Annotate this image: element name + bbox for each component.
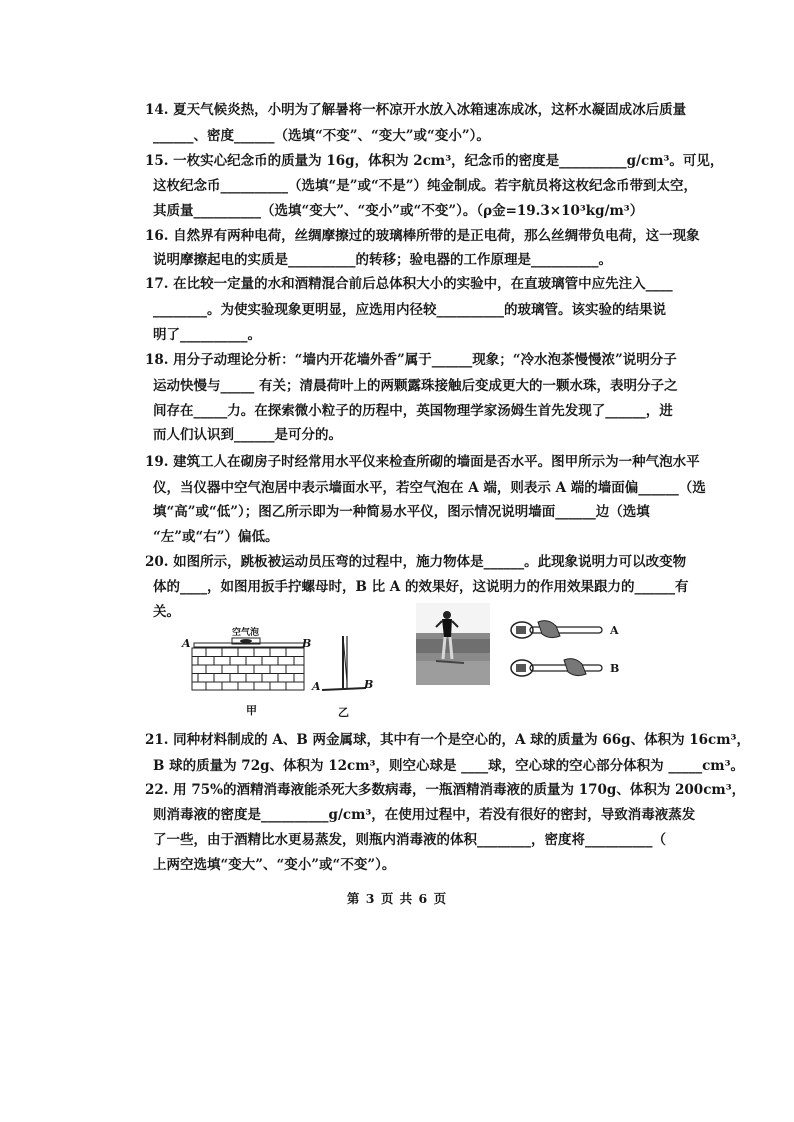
q16-line2: 说明摩擦起电的实质是__________的转移；验电器的工作原理是__________。: [153, 252, 612, 268]
q18-line3: 间存在_____力。在探索微小粒子的历程中，英国物理学家汤姆生首先发现了______，进: [153, 403, 673, 419]
q21-line2: B 球的质量为 72g、体积为 12cm³，则空心球是 ____球，空心球的空心部分体积为 _____cm³。: [153, 758, 745, 774]
q20-line1: 20. 如图所示，跳板被运动员压弯的过程中，施力物体是______。此现象说明力可以改变物: [145, 554, 687, 570]
q19-line3: 填“高”或“低”）；图乙所示即为一种简易水平仪，图示情况说明墙面______边（选填: [153, 504, 650, 520]
wrench-diagram: [508, 616, 608, 692]
q20-line3: 关。: [153, 604, 180, 620]
q17-line3: 明了__________。: [153, 327, 261, 343]
label-b: B: [302, 637, 312, 650]
q19-line1: 19. 建筑工人在砌房子时经常用水平仪来检查所砌的墙面是否水平。图甲所示为一种气泡水平: [145, 454, 700, 470]
page-number: 第 3 页 共 6 页: [346, 891, 448, 906]
wrench-label-a: A: [610, 624, 619, 637]
q21-line1: 21. 同种材料制成的 A、B 两金属球，其中有一个是空心的，A 球的质量为 66g、体积为 16cm³，: [145, 732, 750, 748]
bubble-label: 空气泡: [232, 628, 260, 638]
q22-line3: 了一些，由于酒精比水更易蒸发，则瓶内消毒液的体积________，密度将__________（: [153, 832, 666, 848]
q20-line2: 体的____，如图用扳手拧螺母时，B 比 A 的效果好，这说明力的作用效果跟力的______有: [153, 579, 689, 595]
brick-wall-diagram: [190, 630, 310, 692]
q22-line2: 则消毒液的密度是__________g/cm³，在使用过程中，若没有很好的密封，导致消毒液蒸发: [153, 807, 696, 823]
wrench-label-b: B: [610, 662, 620, 675]
q22-line1: 22. 用 75%的酒精消毒液能杀死大多数病毒，一瓶酒精消毒液的质量为 170g、体积为 200cm³，: [145, 782, 746, 798]
figure-jia-brick-wall: [182, 628, 312, 717]
label-a-yi: A: [312, 680, 321, 693]
wrench-figure: [508, 616, 628, 692]
q15-line2: 这枚纪念币__________（选填“是”或“不是”）纯金制成。若宇航员将这枚纪念币带到太空，: [153, 178, 698, 194]
q22-line4: 上两空选填“变大”、“变小”或“不变”）。: [153, 857, 396, 873]
q19-line2: 仪，当仪器中空气泡居中表示墙面水平，若空气泡在 A 端，则表示 A 端的墙面偏______（选: [153, 480, 706, 496]
q15-line3: 其质量__________（选填“变大”、“变小”或“不变”）。（ρ金=19.3×10³kg/m³）: [153, 203, 644, 219]
diver-photo: [416, 603, 490, 685]
label-b-yi: B: [364, 678, 374, 691]
caption-jia: 甲: [246, 704, 257, 717]
figure-yi-plumb-level: [312, 632, 374, 719]
q14-line1: 14. 夏天气候炎热，小明为了解暑将一杯凉开水放入冰箱速冻成冰，这杯水凝固成冰后质量: [145, 102, 687, 118]
q15-line1: 15. 一枚实心纪念币的质量为 16g，体积为 2cm³，纪念币的密度是__________g/cm³。可见，: [145, 153, 724, 169]
q17-line2: ________。为使实验现象更明显，应选用内径较__________的玻璃管。该实验的结果说: [153, 302, 666, 318]
q17-line1: 17. 在比较一定量的水和酒精混合前后总体积大小的实验中，在直玻璃管中应先注入____: [145, 276, 673, 292]
q19-line4: “左”或“右”）偏低。: [153, 529, 279, 545]
caption-yi: 乙: [338, 706, 349, 719]
q18-line1: 18. 用分子动理论分析：“墙内开花墙外香”属于______现象；“冷水泡茶慢慢浓”说明分子: [145, 352, 677, 368]
label-a: A: [182, 637, 191, 650]
q16-line1: 16. 自然界有两种电荷，丝绸摩擦过的玻璃棒所带的是正电荷，那么丝绸带负电荷，这一现象: [145, 228, 700, 244]
q18-line4: 而人们认识到______是可分的。: [153, 427, 342, 443]
diver-springboard-image: [416, 603, 490, 685]
q18-line2: 运动快慢与_____ 有关；清晨荷叶上的两颗露珠接触后变成更大的一颗水珠，表明分子之: [153, 378, 678, 394]
q14-line2: ______、密度______（选填“不变”、“变大”或“变小”）。: [153, 128, 490, 144]
